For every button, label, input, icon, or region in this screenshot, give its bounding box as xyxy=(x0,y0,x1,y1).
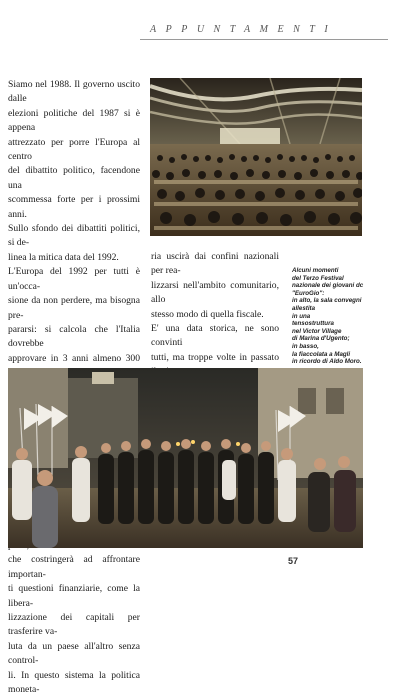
caption-line: "EuroGio": xyxy=(292,289,325,297)
page-number: 57 xyxy=(288,556,299,566)
text-line: del dibattito politico, facendone una xyxy=(8,165,140,191)
caption-line: Alcuni momenti xyxy=(292,267,339,274)
text-line: elezioni politiche del 1987 si è appena xyxy=(8,107,140,134)
caption-line: in una xyxy=(292,312,311,320)
text-line: approvare in 3 anni almeno 300 xyxy=(8,352,140,364)
caption-line: nel Victor Village xyxy=(292,327,342,335)
text-line: sione da non perdere, ma bisogna pre- xyxy=(8,295,140,321)
text-line: ria uscirà dai confini nazionali per rea- xyxy=(151,251,279,277)
caption-line: tensostruttura xyxy=(292,320,334,328)
text-line: che costringerà ad affrontare importan- xyxy=(8,554,140,580)
caption-line: allestita xyxy=(292,304,316,312)
text-line: linea la mitica data del 1992. xyxy=(8,251,119,263)
photo-caption xyxy=(292,267,387,366)
caption-line: nazionale dei giovani dc xyxy=(292,282,364,290)
text-line: Siamo nel 1988. Il governo uscito dalle xyxy=(8,79,140,105)
conference-tent-photo xyxy=(150,78,362,236)
caption-line: in ricordo di Aldo Moro. xyxy=(292,358,362,366)
text-line: L'Europa del 1992 per tutti è un'occa- xyxy=(8,266,140,292)
text-line: scommessa forte per i prossimi anni. xyxy=(8,194,140,220)
header-rule xyxy=(140,39,388,40)
text-line: ti questioni finanziarie, come la libera- xyxy=(8,583,140,609)
text-line: lizzarsi nell'ambito comunitario, allo xyxy=(151,279,279,306)
caption-line: in alto, la sala convegni xyxy=(292,297,362,305)
text-line: lizzazione dei capitali per trasferire va- xyxy=(8,612,140,638)
caption-line: in basso, xyxy=(292,342,319,350)
text-line: pararsi: si calcola che l'Italia dovrebbe xyxy=(8,323,140,350)
caption-line: la fiaccolata a Magli xyxy=(292,350,351,358)
caption-line: del Terzo Festival xyxy=(292,274,344,282)
text-line: stesso modo di quella fiscale. xyxy=(151,308,264,320)
text-line: li. In questo sistema la politica moneta- xyxy=(8,669,140,696)
text-line: luta da un paese all'altro senza control- xyxy=(8,640,140,667)
text-line: Sullo sfondo dei dibattiti politici, si de- xyxy=(8,223,140,249)
caption-line: di Marina d'Ugento; xyxy=(292,335,350,343)
text-line: tutti, ma troppe volte in passato xyxy=(151,351,279,363)
section-title: APPUNTAMENTI xyxy=(150,24,338,35)
text-line: attrezzato per porre l'Europa al centro xyxy=(8,136,140,163)
torchlight-procession-photo xyxy=(8,368,363,548)
text-line: E' una data storica, ne sono convinti xyxy=(151,323,279,349)
